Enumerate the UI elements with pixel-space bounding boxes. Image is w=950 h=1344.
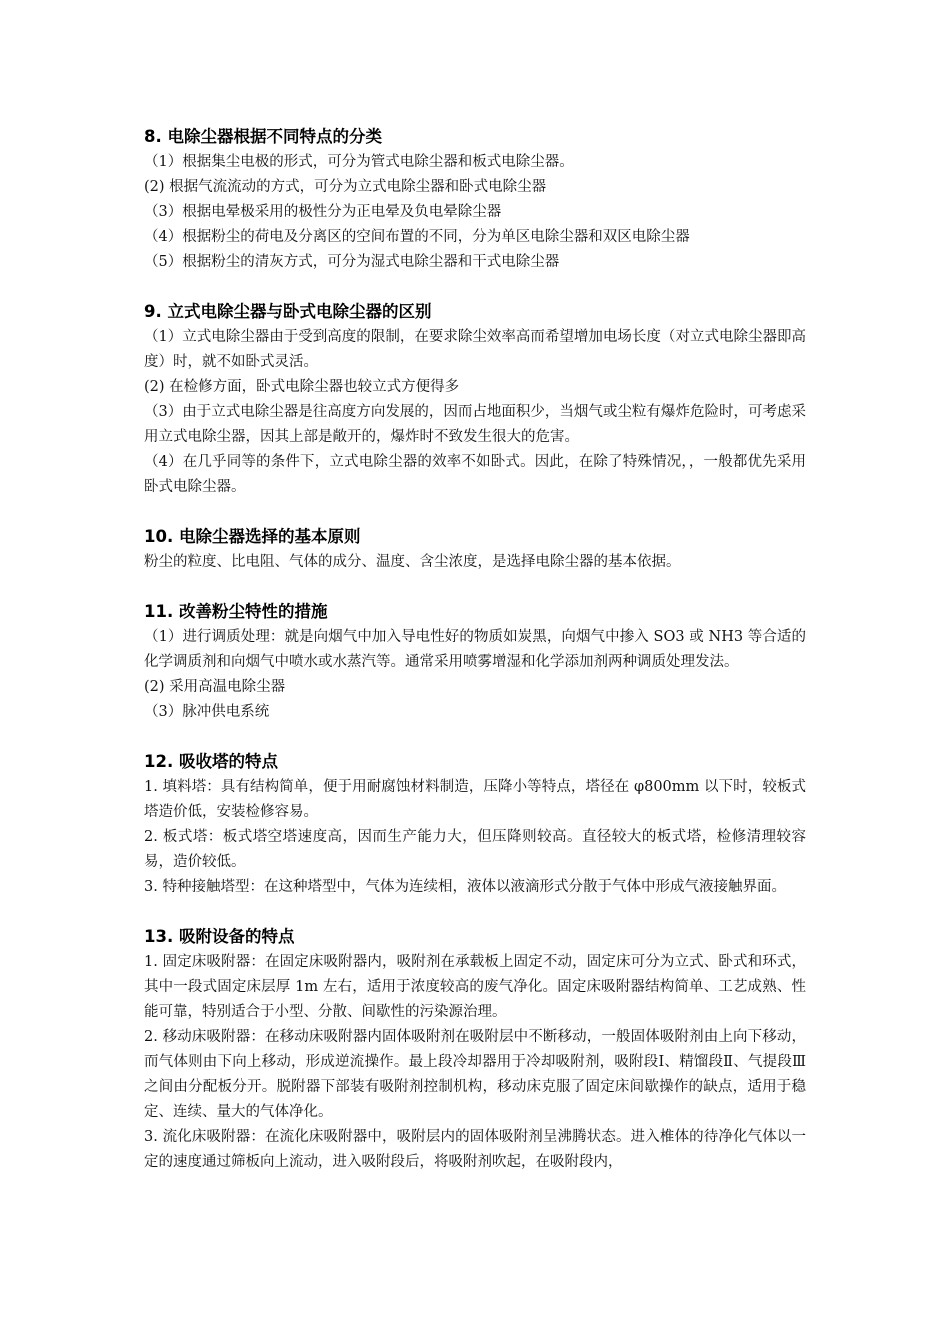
paragraph: 3. 特种接触塔型：在这种塔型中，气体为连续相，液体以液滴形式分散于气体中形成气液接触界面。 <box>144 879 786 895</box>
paragraph: （4）在几乎同等的条件下，立式电除尘器的效率不如卧式。因此，在除了特殊情况，，一般都优先采用卧式电除尘器。 <box>144 454 806 495</box>
section-heading: 9. 立式电除尘器与卧式电除尘器的区别 <box>144 302 432 321</box>
paragraph: （1）根据集尘电极的形式，可分为管式电除尘器和板式电除尘器。 <box>144 154 574 170</box>
paragraph: 2. 板式塔：板式塔空塔速度高，因而生产能力大，但压降则较高。直径较大的板式塔，检修清理较容易，造价较低。 <box>144 829 806 870</box>
paragraph: (2) 根据气流流动的方式，可分为立式电除尘器和卧式电除尘器 <box>144 179 547 195</box>
paragraph: （1）立式电除尘器由于受到高度的限制，在要求除尘效率高而希望增加电场长度（对立式电除尘器即高度）时，就不如卧式灵活。 <box>144 329 806 370</box>
paragraph: 2. 移动床吸附器：在移动床吸附器内固体吸附剂在吸附层中不断移动，一般固体吸附剂由上向下移动，而气体则由下向上移动，形成逆流操作。最上段冷却器用于冷却吸附剂，吸附段Ⅰ、精馏段Ⅱ、气提段Ⅲ之间由分配板分开。脱附器下部装有吸附剂控制机构，移动床克服了固定床间歇操作的缺点，适用于稳定、连续、量大的气体净化。 <box>144 1029 806 1120</box>
paragraph: （1）进行调质处理：就是向烟气中加入导电性好的物质如炭黑，向烟气中掺入 SO3 或 NH3 等合适的化学调质剂和向烟气中喷水或水蒸汽等。通常采用喷雾增湿和化学添加剂两种调质处理发法。 <box>144 629 806 670</box>
document-page <box>144 124 806 1199</box>
section-8 <box>144 124 806 275</box>
paragraph: （3）脉冲供电系统 <box>144 704 270 720</box>
paragraph: （4）根据粉尘的荷电及分离区的空间布置的不同，分为单区电除尘器和双区电除尘器 <box>144 229 690 245</box>
section-heading: 10. 电除尘器选择的基本原则 <box>144 527 361 546</box>
paragraph: （3）根据电晕极采用的极性分为正电晕及负电晕除尘器 <box>144 204 502 220</box>
section-11 <box>144 599 806 725</box>
section-heading: 11. 改善粉尘特性的措施 <box>144 602 328 621</box>
paragraph: 1. 填料塔：具有结构简单，便于用耐腐蚀材料制造，压降小等特点，塔径在 φ800mm 以下时，较板式塔造价低，安装检修容易。 <box>144 779 806 820</box>
section-heading: 13. 吸附设备的特点 <box>144 927 295 946</box>
section-heading: 8. 电除尘器根据不同特点的分类 <box>144 127 382 146</box>
paragraph: 粉尘的粒度、比电阻、气体的成分、温度、含尘浓度，是选择电除尘器的基本依据。 <box>144 554 681 570</box>
paragraph: (2) 采用高温电除尘器 <box>144 679 286 695</box>
paragraph: (2) 在检修方面，卧式电除尘器也较立式方便得多 <box>144 379 460 395</box>
paragraph: 3. 流化床吸附器：在流化床吸附器中，吸附层内的固体吸附剂呈沸腾状态。进入椎体的待净化气体以一定的速度通过筛板向上流动，进入吸附段后，将吸附剂吹起，在吸附段内， <box>144 1129 806 1170</box>
section-10 <box>144 524 806 575</box>
section-12 <box>144 749 806 900</box>
paragraph: （3）由于立式电除尘器是往高度方向发展的，因而占地面积少，当烟气或尘粒有爆炸危险时，可考虑采用立式电除尘器，因其上部是敞开的，爆炸时不致发生很大的危害。 <box>144 404 806 445</box>
paragraph: （5）根据粉尘的清灰方式，可分为湿式电除尘器和干式电除尘器 <box>144 254 560 270</box>
section-heading: 12. 吸收塔的特点 <box>144 752 278 771</box>
section-9 <box>144 299 806 500</box>
section-13 <box>144 924 806 1175</box>
paragraph: 1. 固定床吸附器：在固定床吸附器内，吸附剂在承载板上固定不动，固定床可分为立式、卧式和环式，其中一段式固定床层厚 1m 左右，适用于浓度较高的废气净化。固定床吸附器结构简单、工艺成熟、性能可靠，特别适合于小型、分散、间歇性的污染源治理。 <box>144 954 806 1020</box>
